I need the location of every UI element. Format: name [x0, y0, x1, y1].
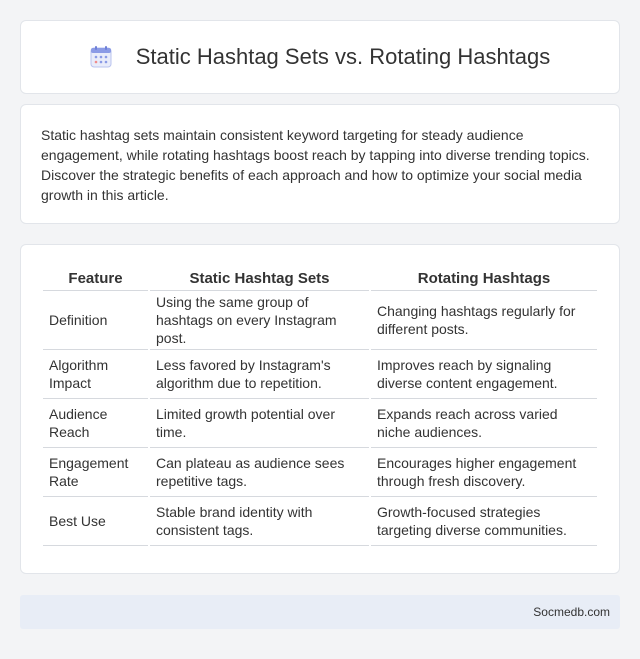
footer-site-link[interactable]: Socmedb.com: [533, 605, 610, 619]
row-rotating: Encourages higher engagement through fresh discovery.: [371, 448, 597, 497]
row-static: Less favored by Instagram's algorithm due to repetition.: [150, 350, 369, 399]
header-feature: Feature: [43, 265, 148, 291]
footer-bar: [20, 595, 620, 629]
row-rotating: Changing hashtags regularly for different posts.: [371, 291, 597, 350]
header-rotating: Rotating Hashtags: [371, 265, 597, 291]
comparison-table: [41, 265, 599, 546]
calendar-icon: [90, 46, 112, 68]
row-feature: Algorithm Impact: [43, 350, 148, 399]
table-row: [43, 448, 597, 497]
row-feature: Engagement Rate: [43, 448, 148, 497]
table-row: [43, 497, 597, 546]
row-static: Using the same group of hashtags on every Instagram post.: [150, 291, 369, 350]
title-row: [21, 21, 619, 93]
table-row: [43, 291, 597, 350]
row-feature: Audience Reach: [43, 399, 148, 448]
intro-paragraph: Static hashtag sets maintain consistent keyword targeting for steady audience engagement, while rotating hashtags boost reach by tapping into diverse trending topics. Discover the strategic benefits of each approach and how to optimize your social media growth in this article.: [41, 127, 590, 203]
row-feature: Definition: [43, 291, 148, 350]
comparison-card: [20, 244, 620, 574]
title-card: [20, 20, 620, 94]
table-header-row: [43, 265, 597, 291]
row-static: Limited growth potential over time.: [150, 399, 369, 448]
header-static: Static Hashtag Sets: [150, 265, 369, 291]
page-title: Static Hashtag Sets vs. Rotating Hashtags: [135, 44, 551, 69]
table-row: [43, 350, 597, 399]
intro-card: [20, 104, 620, 224]
row-rotating: Improves reach by signaling diverse content engagement.: [371, 350, 597, 399]
row-static: Stable brand identity with consistent tags.: [150, 497, 369, 546]
row-static: Can plateau as audience sees repetitive tags.: [150, 448, 369, 497]
row-rotating: Growth-focused strategies targeting diverse communities.: [371, 497, 597, 546]
row-rotating: Expands reach across varied niche audiences.: [371, 399, 597, 448]
table-row: [43, 399, 597, 448]
row-feature: Best Use: [43, 497, 148, 546]
